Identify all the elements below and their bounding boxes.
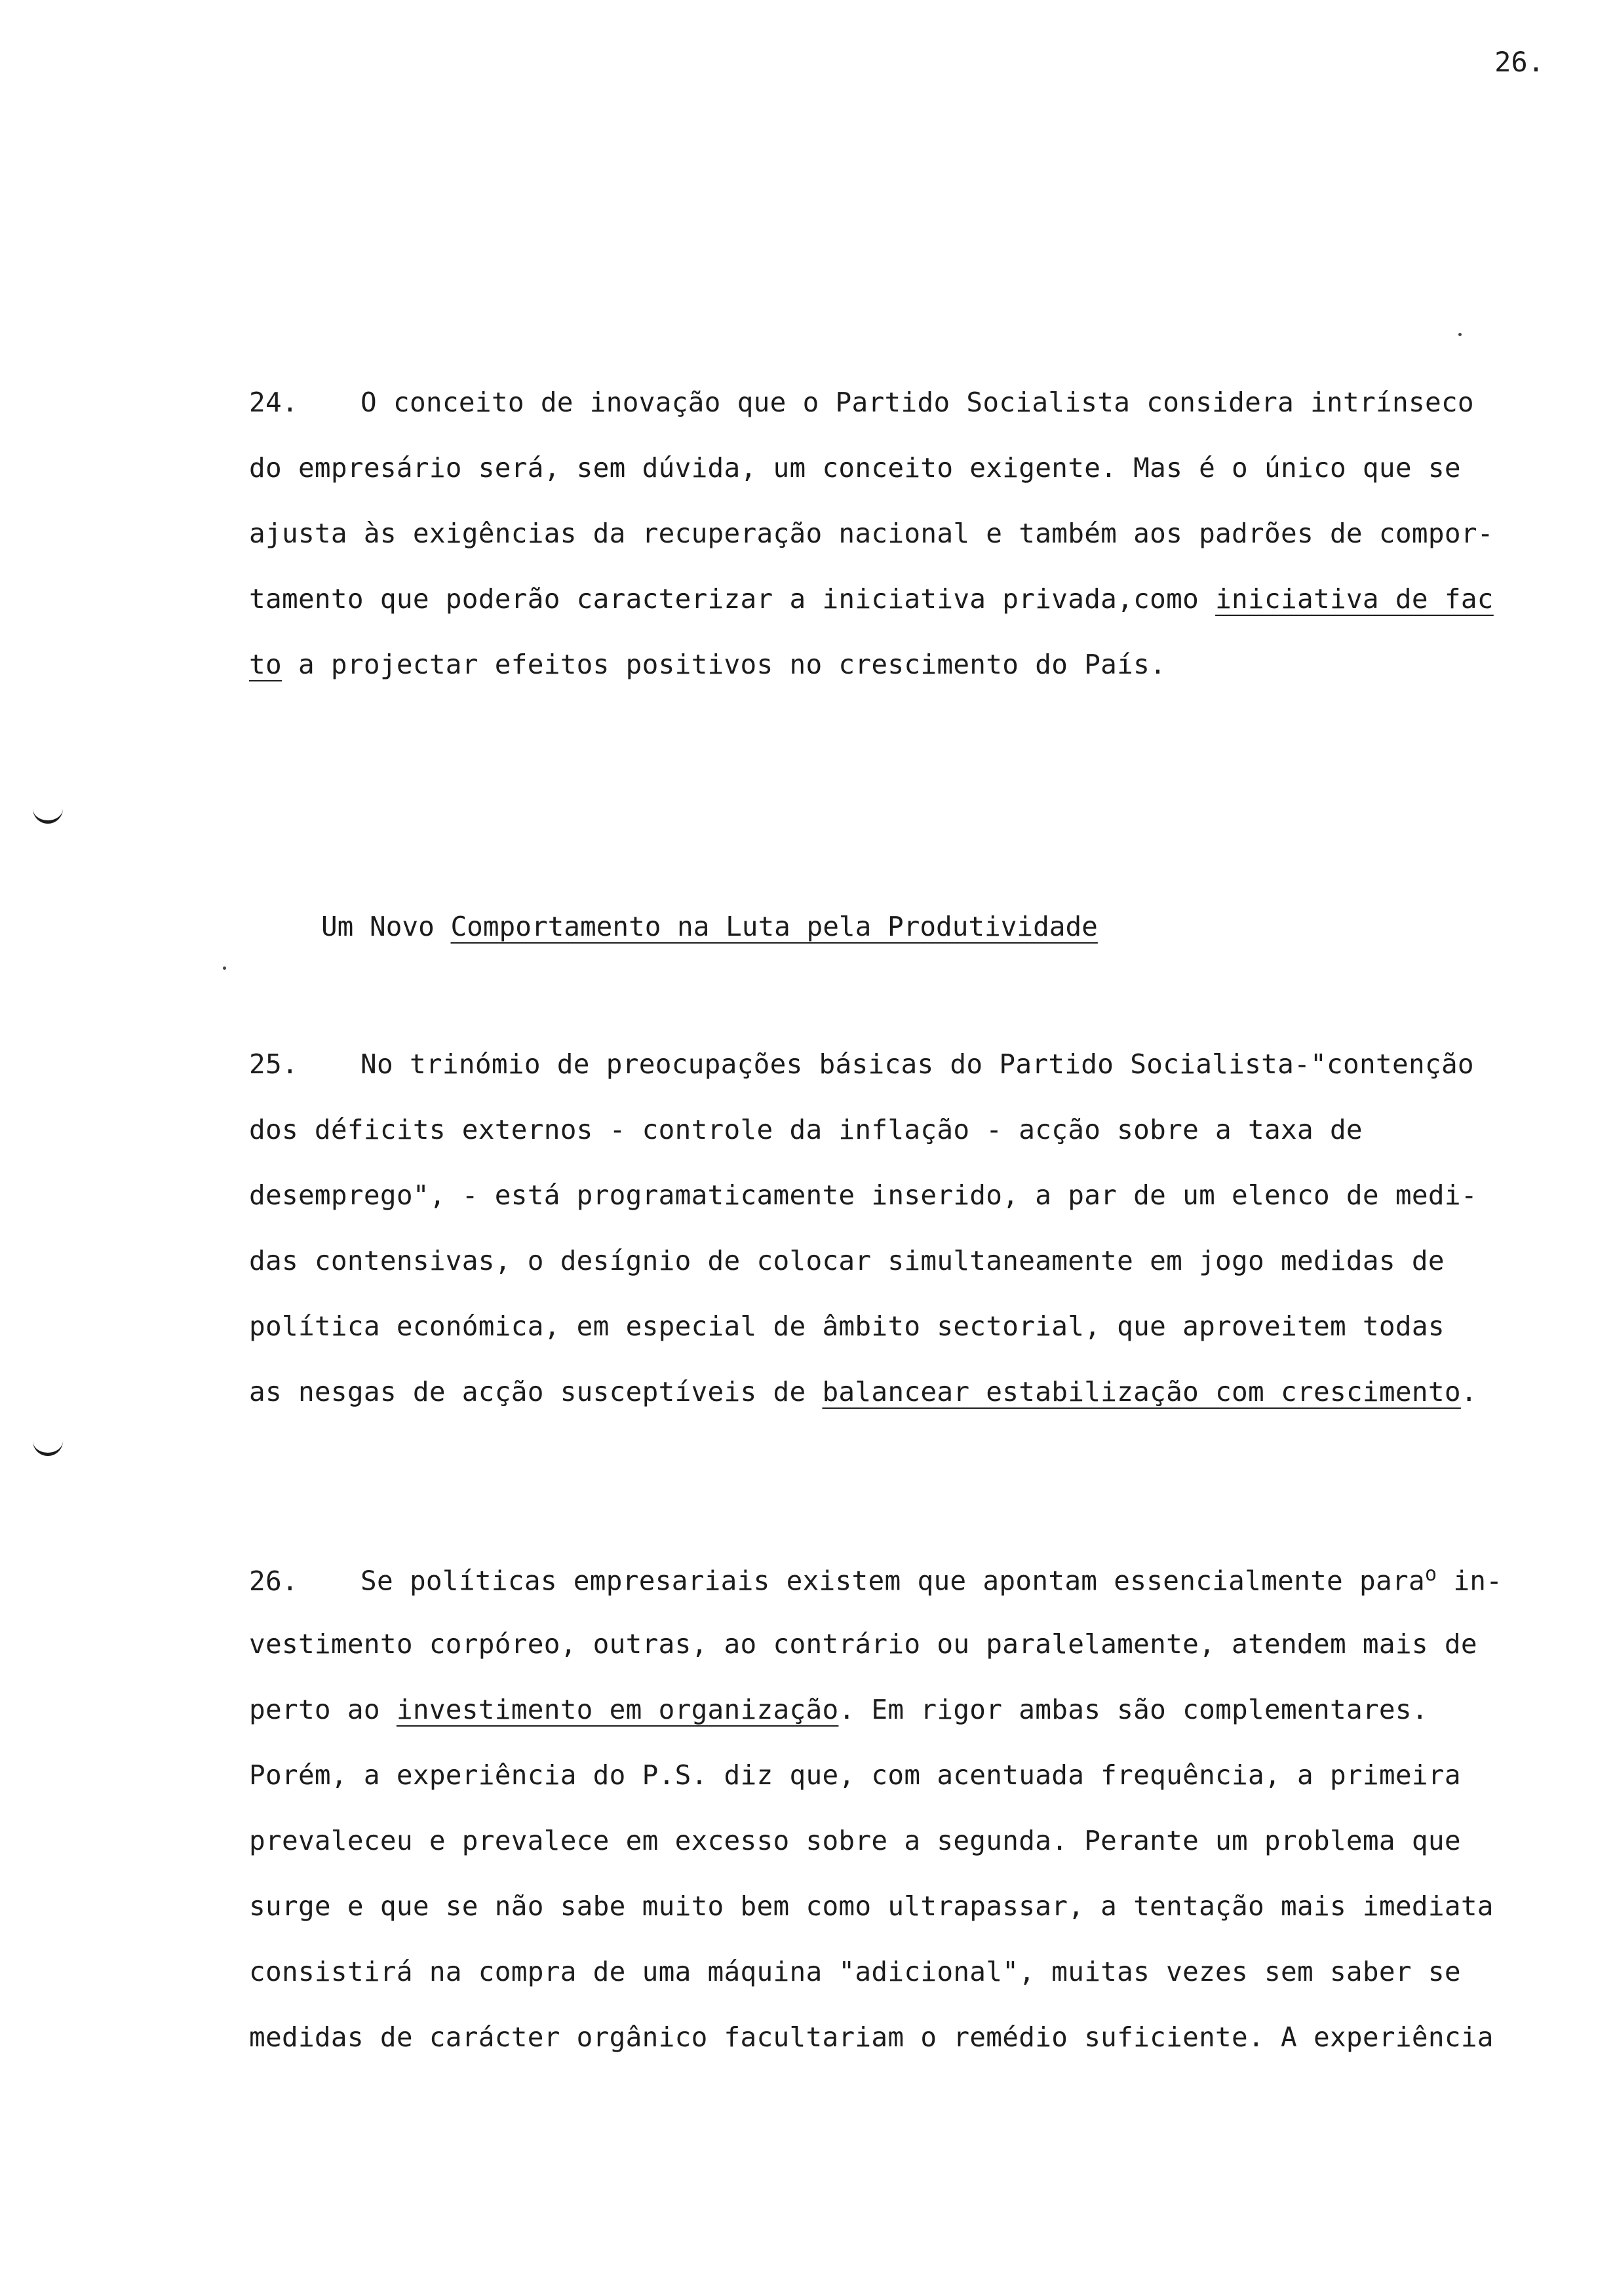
paragraph-line: ajusta às exigências da recuperação nacional e também aos padrões de compor- xyxy=(249,518,1494,549)
section-heading xyxy=(321,911,1098,942)
paragraph-line: medidas de carácter orgânico facultariam o remédio suficiente. A experiência xyxy=(249,2021,1494,2053)
paragraph-line: política económica, em especial de âmbito sectorial, que aproveitem todas xyxy=(249,1311,1445,1342)
paragraph-line: Porém, a experiência do P.S. diz que, com acentuada frequência, a primeira xyxy=(249,1759,1461,1791)
line-text: tamento que poderão caracterizar a iniciativa privada,como xyxy=(249,583,1216,615)
paragraph-line xyxy=(249,649,1166,680)
paragraph-line xyxy=(249,1563,1502,1597)
line-text: in- xyxy=(1437,1565,1503,1597)
line-text: a projectar efeitos positivos no crescimento do País. xyxy=(281,649,1167,680)
underlined-phrase: iniciativa de fac xyxy=(1215,583,1494,615)
scan-speck xyxy=(1458,333,1462,336)
paragraph-line: prevaleceu e prevalece em excesso sobre a segunda. Perante um problema que xyxy=(249,1825,1461,1856)
paragraph-line: dos déficits externos - controle da inflação - acção sobre a taxa de xyxy=(249,1114,1363,1145)
paragraph-number: 24. xyxy=(249,387,298,418)
underlined-phrase: investimento em organização xyxy=(396,1694,839,1725)
line-text: as nesgas de acção susceptíveis de xyxy=(249,1376,823,1407)
line-text: No trinómio de preocupações básicas do Partido Socialista-"contenção xyxy=(360,1048,1474,1080)
scan-speck xyxy=(223,966,226,970)
line-text: . xyxy=(1460,1376,1477,1407)
paragraph-line: surge e que se não sabe muito bem como ultrapassar, a tentação mais imediata xyxy=(249,1890,1494,1922)
paragraph-line: desemprego", - está programaticamente inserido, a par de um elenco de medi- xyxy=(249,1179,1477,1211)
underlined-phrase: to xyxy=(249,649,282,680)
paragraph-line: consistirá na compra de uma máquina "adicional", muitas vezes sem saber se xyxy=(249,1956,1461,1987)
line-text: . Em rigor ambas são complementares. xyxy=(838,1694,1428,1725)
paragraph-line xyxy=(249,1694,1428,1725)
binder-hole-mark xyxy=(33,806,63,824)
paragraph-number: 26. xyxy=(249,1565,298,1597)
superscript-mark: o xyxy=(1424,1563,1437,1586)
paragraph-line: vestimento corpóreo, outras, ao contrário ou paralelamente, atendem mais de xyxy=(249,1628,1477,1660)
underlined-phrase: balancear estabilização com crescimento xyxy=(822,1376,1461,1407)
page-number: 26. xyxy=(1494,46,1544,78)
paragraph-line xyxy=(249,387,1474,418)
paragraph-number: 25. xyxy=(249,1048,298,1080)
paragraph-line xyxy=(249,583,1494,615)
line-text: O conceito de inovação que o Partido Socialista considera intrínseco xyxy=(360,387,1474,418)
paragraph-line xyxy=(249,1376,1477,1407)
paragraph-line: do empresário será, sem dúvida, um conceito exigente. Mas é o único que se xyxy=(249,452,1461,484)
heading-text: Um Novo xyxy=(321,911,451,942)
heading-underlined-text: Comportamento na Luta pela Produtividade xyxy=(450,911,1098,942)
line-text: perto ao xyxy=(249,1694,397,1725)
line-text: Se políticas empresariais existem que apontam essencialmente para xyxy=(360,1565,1425,1597)
binder-hole-mark xyxy=(33,1438,63,1456)
paragraph-line xyxy=(249,1048,1474,1080)
paragraph-line: das contensivas, o desígnio de colocar simultaneamente em jogo medidas de xyxy=(249,1245,1445,1276)
